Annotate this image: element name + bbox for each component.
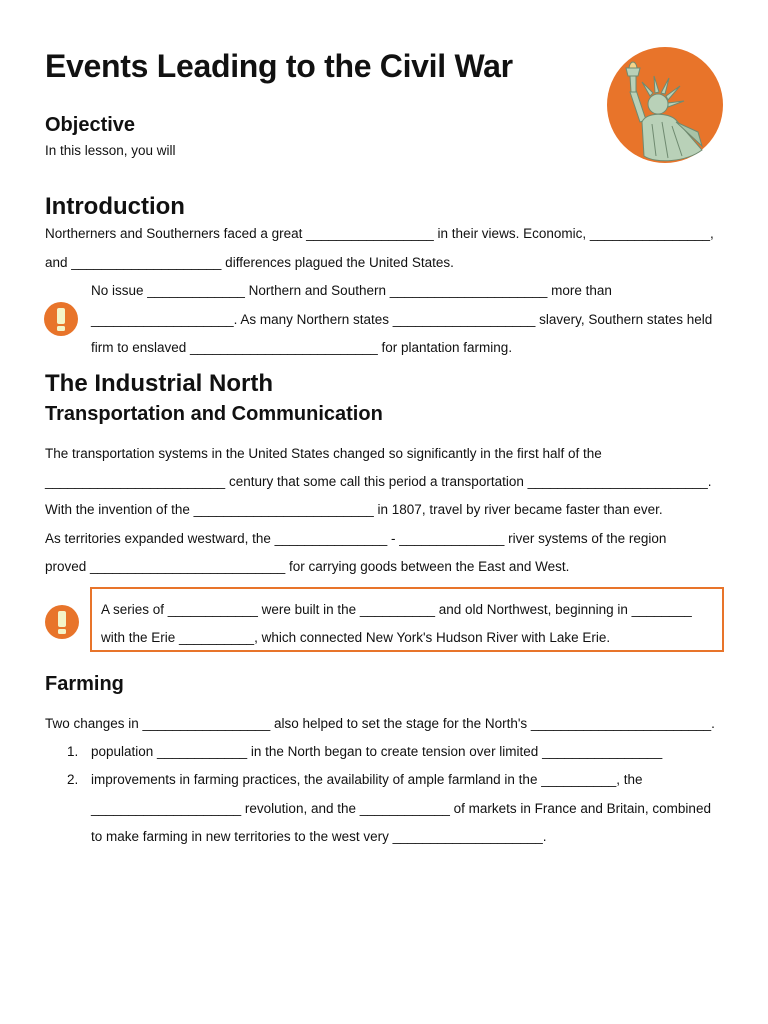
callout-line: with the Erie __________, which connected New York's Hudson River with Lake Erie. [101,630,611,645]
callout-line: A series of ____________ were built in the __________ and old Northwest, beginning in ________ [101,602,692,617]
list-number: 2. [67,772,79,787]
transport-line: With the invention of the ________________________ in 1807, travel by river became faster than ever. [45,502,663,517]
intro-alert-line: firm to enslaved _________________________ for plantation farming. [91,340,513,355]
industrial-north-heading: The Industrial North [45,370,273,397]
list-item: improvements in farming practices, the availability of ample farmland in the __________, the [91,772,643,787]
farming-intro: Two changes in _________________ also helped to set the stage for the North's ________________________. [45,716,715,731]
exclamation-alert-icon [45,605,79,639]
objective-heading: Objective [45,114,136,136]
statue-of-liberty-icon [606,46,724,164]
exclamation-alert-icon [44,302,78,336]
transport-line: proved __________________________ for carrying goods between the East and West. [45,559,570,574]
list-number: 1. [67,744,79,759]
introduction-heading: Introduction [45,193,185,220]
transport-line: As territories expanded westward, the _______________ - ______________ river systems of the region [45,531,667,546]
transportation-subheading: Transportation and Communication [45,403,383,425]
objective-text: In this lesson, you will [45,143,176,158]
page-title: Events Leading to the Civil War [45,48,513,84]
list-item: population ____________ in the North began to create tension over limited ________________ [91,744,663,759]
list-item: to make farming in new territories to the west very ____________________. [91,829,547,844]
farming-heading: Farming [45,673,124,695]
intro-alert-line: ___________________. As many Northern states ___________________ slavery, Southern states held [91,312,713,327]
transport-line: ________________________ century that some call this period a transportation ________________________. [45,474,712,489]
intro-alert-line: No issue _____________ Northern and Southern _____________________ more than [91,283,612,298]
intro-line: and ____________________ differences plagued the United States. [45,255,454,270]
transport-line: The transportation systems in the United States changed so significantly in the first half of the [45,446,602,461]
list-item: ____________________ revolution, and the ____________ of markets in France and Britain, combined [91,801,711,816]
intro-line: Northerners and Southerners faced a great _________________ in their views. Economic, ________________, [45,226,714,241]
